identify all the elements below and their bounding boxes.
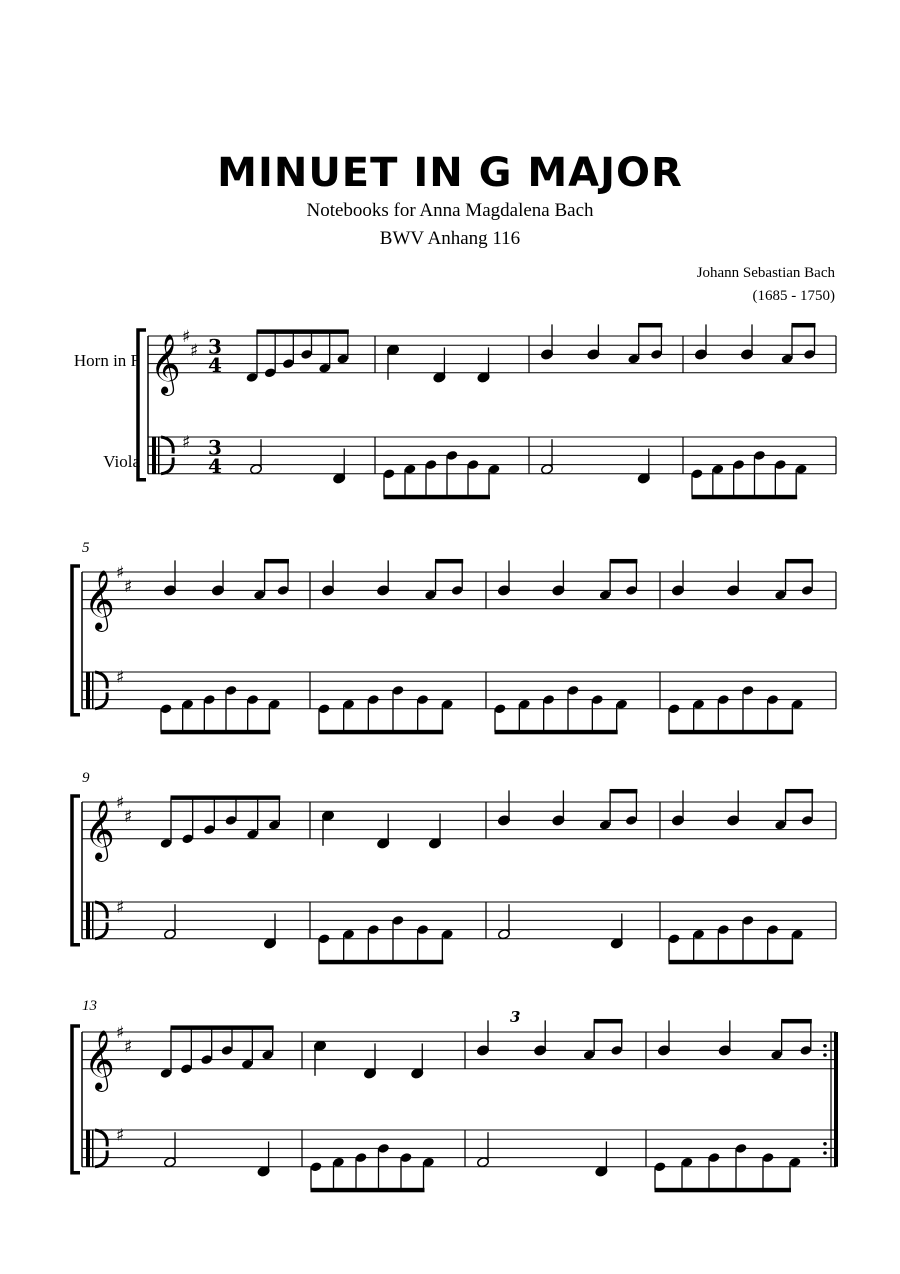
beam	[692, 495, 798, 500]
beam	[311, 1188, 425, 1193]
beam	[669, 960, 794, 965]
beam	[495, 730, 618, 735]
system-bracket	[72, 1026, 80, 1173]
final-barline	[834, 1032, 838, 1167]
sharp-sign: ♯	[116, 1023, 125, 1043]
beam	[781, 1019, 812, 1024]
beam	[161, 730, 271, 735]
beam	[785, 559, 813, 564]
system-bracket	[72, 796, 80, 945]
alto-clef	[92, 672, 94, 709]
time-signature-top: 3	[208, 435, 222, 460]
beam	[319, 730, 444, 735]
beam	[594, 1019, 623, 1024]
beam	[610, 559, 638, 564]
time-signature-bottom: 4	[208, 453, 222, 478]
beam	[171, 1025, 274, 1030]
sharp-sign: ♯	[116, 563, 125, 583]
alto-clef	[86, 902, 90, 939]
system-bracket	[72, 566, 80, 715]
beam	[384, 495, 491, 500]
alto-clef	[92, 902, 94, 939]
repeat-dot	[823, 1044, 827, 1048]
beam	[792, 323, 816, 328]
sharp-sign: ♯	[182, 327, 191, 347]
repeat-dot	[823, 1142, 827, 1146]
catalog-number: BWV Anhang 116	[379, 228, 521, 249]
alto-clef	[158, 437, 160, 474]
sharp-sign: ♯	[116, 897, 125, 918]
sharp-sign: ♯	[116, 1125, 125, 1146]
beam	[257, 329, 349, 334]
repeat-dot	[823, 1053, 827, 1057]
sharp-sign: ♯	[124, 576, 133, 597]
composer-dates: (1685 - 1750)	[752, 288, 835, 304]
sharp-sign: ♯	[124, 806, 133, 827]
instrument-label-horn: Horn in F	[73, 351, 140, 370]
beam	[319, 960, 444, 965]
beam	[638, 323, 662, 328]
treble-clef: 𝄞	[84, 1029, 115, 1090]
sharp-sign: ♯	[116, 793, 125, 813]
treble-clef: 𝄞	[84, 799, 115, 860]
measure-number-9: 9	[82, 770, 90, 786]
beam	[610, 789, 638, 794]
beam	[669, 730, 794, 735]
beam	[655, 1188, 792, 1193]
alto-clef	[152, 437, 156, 474]
beam	[785, 789, 813, 794]
time-signature-bottom: 4	[208, 352, 222, 377]
system-bracket	[138, 330, 146, 480]
instrument-label-viola: Viola	[103, 452, 140, 471]
sharp-sign: ♯	[190, 340, 199, 361]
tuplet-number: 3	[510, 1008, 521, 1026]
alto-clef	[92, 1130, 94, 1167]
composer-name: Johann Sebastian Bach	[696, 265, 835, 281]
sharp-sign: ♯	[182, 432, 191, 453]
treble-clef: 𝄞	[150, 333, 181, 394]
sharp-sign: ♯	[124, 1036, 133, 1057]
score-title: MINUET IN G MAJOR	[217, 150, 683, 196]
beam	[435, 559, 463, 564]
beam	[264, 559, 289, 564]
measure-number-5: 5	[82, 540, 90, 556]
alto-clef	[86, 672, 90, 709]
beam	[171, 795, 281, 800]
score-subtitle: Notebooks for Anna Magdalena Bach	[306, 200, 594, 221]
alto-clef	[86, 1130, 90, 1167]
measure-number-13: 13	[82, 998, 97, 1014]
repeat-dot	[823, 1151, 827, 1155]
treble-clef: 𝄞	[84, 569, 115, 630]
time-signature-top: 3	[208, 334, 222, 359]
sharp-sign: ♯	[116, 667, 125, 688]
